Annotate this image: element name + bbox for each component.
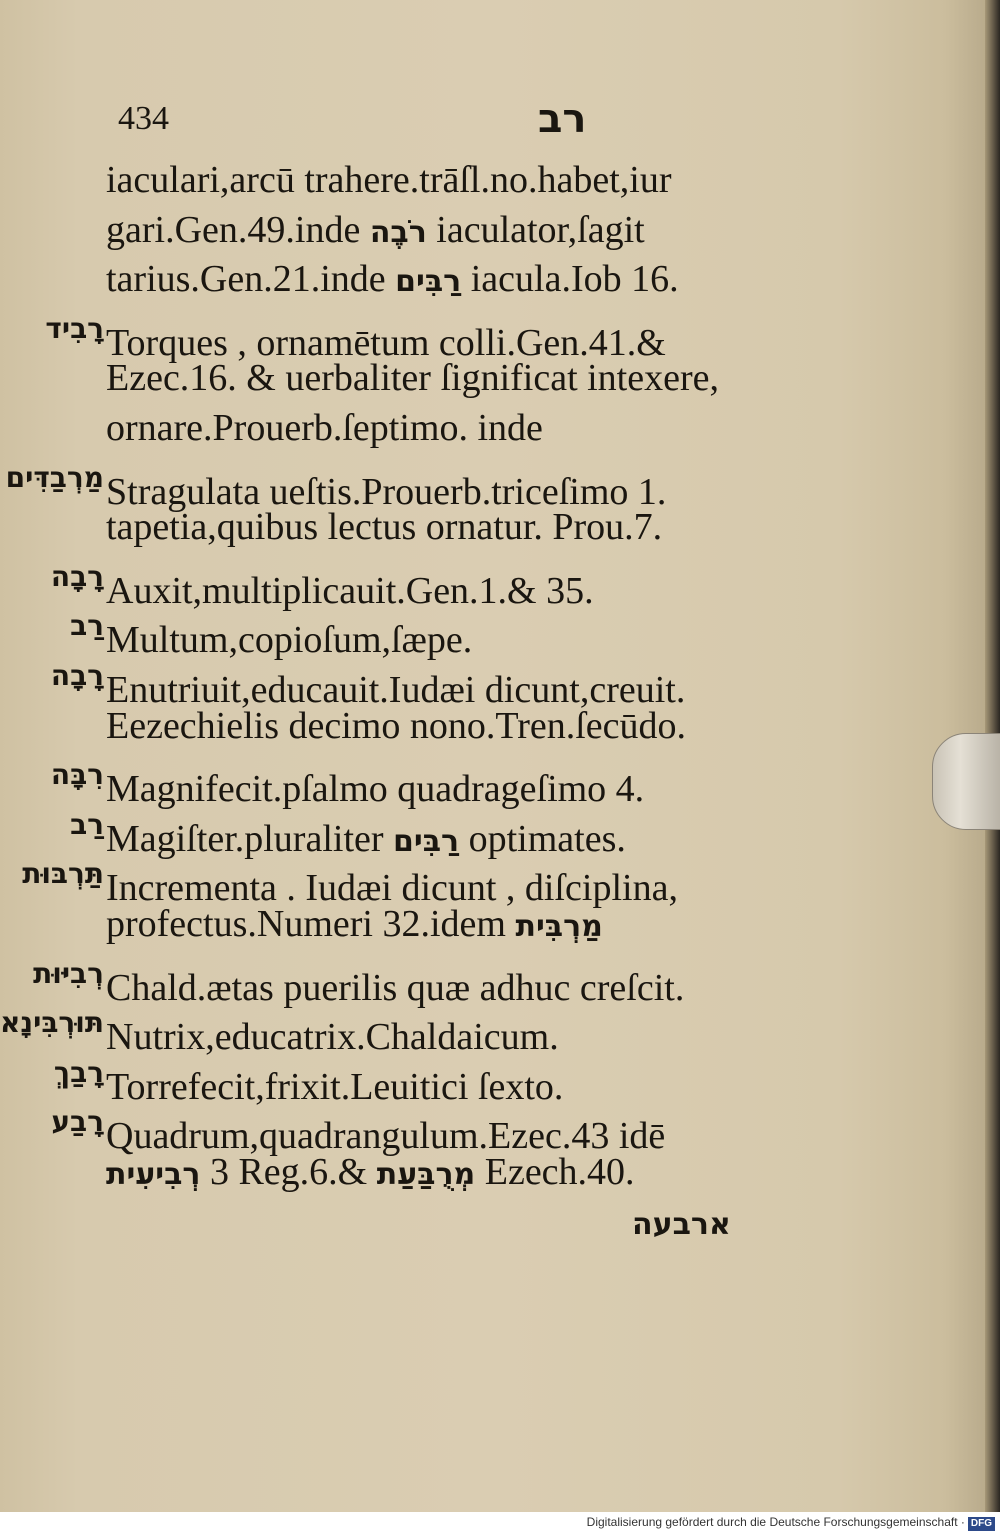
- text-line: [0, 402, 543, 454]
- latin-text: Stragulata ueſtis.Prouerb.triceſimo 1.: [106, 470, 667, 513]
- latin-text: Chald.ætas puerilis quæ adhuc creſcit.: [106, 966, 685, 1009]
- latin-text: gari.Gen.49.inde: [106, 208, 370, 251]
- text-line: [0, 898, 603, 950]
- text-line: [0, 204, 645, 256]
- latin-text: optimates.: [459, 817, 626, 860]
- latin-text: tapetia,quibus lectus ornatur. Prou.7.: [106, 506, 663, 549]
- thumb-tab: [932, 733, 1000, 830]
- latin-text: iaculari,arcū trahere.trāſl.no.habet,iur: [106, 159, 672, 201]
- latin-text: Ezech.40.: [475, 1151, 635, 1193]
- latin-text: Multum,copioſum,ſæpe.: [106, 619, 473, 662]
- footer-text: Digitalisierung gefördert durch die Deutsche Forschungsgemeinschaft: [586, 1515, 958, 1529]
- text-line: [0, 948, 685, 1009]
- text-line: [0, 551, 594, 612]
- text-line: [0, 650, 686, 711]
- lemma-hebrew: תַּרְבּוּת: [22, 857, 104, 891]
- text-line: [0, 600, 473, 662]
- hebrew-word: רֹבֶה: [369, 214, 427, 250]
- lemma-hebrew: רִבָּה: [50, 758, 104, 792]
- catchword: ארבעה: [632, 1207, 731, 1242]
- latin-text: Magnifecit.pſalmo quadrageſimo 4.: [106, 768, 645, 811]
- latin-text: Incrementa . Iudæi dicunt , diſciplina,: [106, 867, 678, 910]
- text-line: [0, 352, 719, 404]
- latin-text: ornare.Prouerb.ſeptimo. inde: [106, 407, 543, 449]
- text-line: [0, 1047, 564, 1108]
- text-line: [0, 154, 671, 206]
- hebrew-word: רַבִּים: [393, 823, 460, 859]
- lemma-hebrew: רָבָה: [50, 659, 104, 692]
- lemma-hebrew: רְבִיּוּת: [33, 956, 104, 990]
- latin-text: Magiſter.pluraliter: [106, 817, 394, 860]
- latin-text: tarius.Gen.21.inde: [106, 258, 396, 301]
- running-head: רב: [538, 96, 587, 142]
- text-line: [0, 1146, 635, 1198]
- text-line: [0, 253, 679, 305]
- lemma-hebrew: מַרְבַדִּים: [5, 460, 104, 494]
- dfg-logo: DFG: [968, 1517, 995, 1531]
- footer-bar: Digitalisierung gefördert durch die Deutsche Forschungsgemeinschaft · DFG: [0, 1512, 1000, 1533]
- page-number: 434: [118, 100, 169, 137]
- text-line: [0, 700, 686, 752]
- latin-text: profectus.Numeri 32.idem: [106, 903, 516, 945]
- lemma-hebrew: רַב: [70, 609, 104, 643]
- text-line: [0, 997, 559, 1059]
- lemma-hebrew: רָבַךְ: [53, 1055, 104, 1089]
- hebrew-word: רְבִיעִית: [106, 1157, 201, 1192]
- text-line: [0, 749, 645, 811]
- latin-text: iacula.Iob 16.: [461, 258, 679, 301]
- text-line: [0, 501, 662, 553]
- text-line: [0, 799, 626, 860]
- text-line: [0, 848, 678, 910]
- lemma-hebrew: רָבִיד: [45, 311, 104, 345]
- text-line: [0, 303, 666, 364]
- hebrew-word: רַבִּים: [395, 264, 462, 300]
- latin-text: Torques , ornamētum colli.Gen.41.&: [106, 321, 666, 364]
- text-line: [0, 1096, 666, 1158]
- latin-text: Quadrum,quadrangulum.Ezec.43 idē: [106, 1115, 666, 1158]
- latin-text: Ezec.16. & uerbaliter ſignificat intexere,: [106, 357, 719, 400]
- latin-text: 3 Reg.6.&: [200, 1151, 377, 1193]
- latin-text: iaculator,ſagit: [426, 208, 645, 251]
- latin-text: Eezechielis decimo nono.Tren.ſecūdo.: [106, 704, 687, 747]
- lemma-hebrew: רַב: [70, 807, 104, 841]
- lemma-hebrew: רָבַע: [51, 1105, 104, 1139]
- hebrew-word: מְרֻבַּעַת: [376, 1157, 476, 1192]
- latin-text: Auxit,multiplicauit.Gen.1.& 35.: [106, 569, 594, 612]
- lemma-hebrew: תּוּרְבִּינָא: [0, 1006, 104, 1040]
- latin-text: Torrefecit,frixit.Leuitici ſexto.: [106, 1065, 564, 1108]
- hebrew-word: מַרְבִּית: [515, 909, 603, 944]
- lemma-hebrew: רָבָה: [50, 559, 104, 593]
- text-line: [0, 452, 667, 513]
- latin-text: Enutriuit,educauit.Iudæi dicunt,creuit.: [106, 669, 686, 711]
- latin-text: Nutrix,educatrix.Chaldaicum.: [106, 1016, 559, 1059]
